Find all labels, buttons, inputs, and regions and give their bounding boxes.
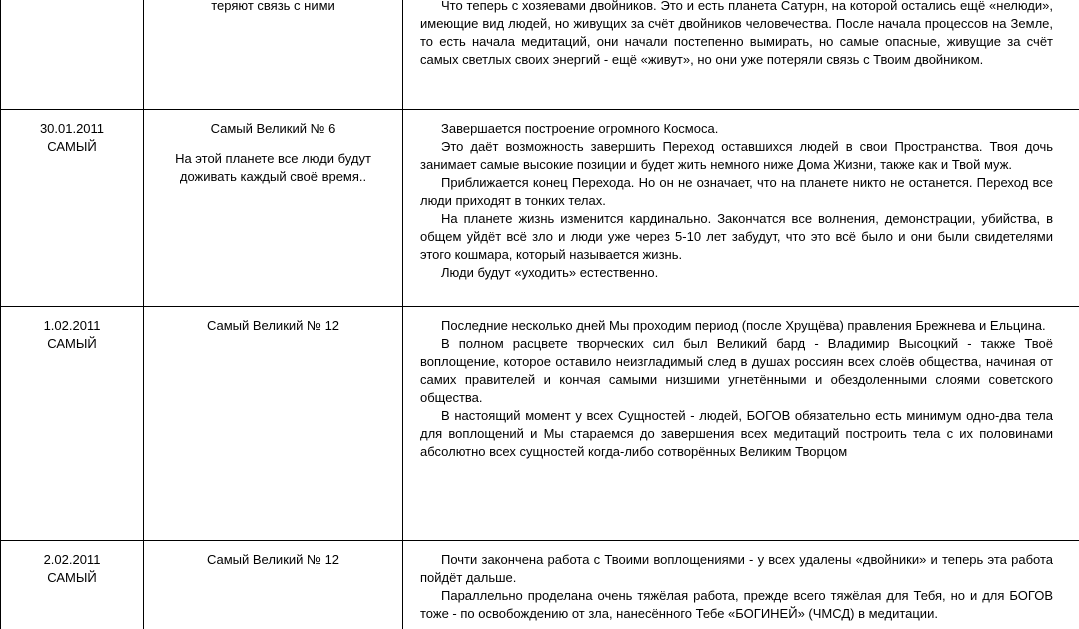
- message-paragraph: В полном расцвете творческих сил был Великий бард - Владимир Высоцкий - также Твоё воплощение, которое оставило неизгладимый след в душах россиян всех слоёв общества, начиная от самих правителей и кончая самыми низшими угнетёнными и обездоленными слоями советского общества.: [420, 336, 1053, 405]
- date-cell: [1, 541, 144, 629]
- message-paragraph: На планете жизнь изменится кардинально. Закончатся все волнения, демонстрации, убийства, в общем уйдёт всё зло и люди уже через 5-10 лет забудут, что это всё было и они были свидетелями этого кошмара, который называется жизнь.: [420, 211, 1053, 262]
- message-paragraph: В настоящий момент у всех Сущностей - людей, БОГОВ обязательно есть минимум одно-два тела для воплощений и Мы стараемся до завершения всех медитаций построить тела с их половинами абсолютно всех сущностей когда-либо сотворённых Великим Творцом: [420, 408, 1053, 459]
- message-paragraph: Приближается конец Перехода. Но он не означает, что на планете никто не останется. Переход все люди приходят в тонких телах.: [420, 175, 1053, 208]
- message-paragraph: Это даёт возможность завершить Переход оставшихся людей в свои Пространства. Твоя дочь занимает самые высокие позиции и будет жить немного ниже Дома Жизни, также как и Твой муж.: [420, 139, 1053, 172]
- source-note: теряют связь с ними: [211, 0, 335, 13]
- message-paragraph: Почти закончена работа с Твоими воплощениями - у всех удалены «двойники» и теперь эта работа пойдёт дальше.: [420, 552, 1053, 585]
- table-row: [1, 541, 1079, 629]
- message-paragraph: Параллельно проделана очень тяжёлая работа, прежде всего тяжёлая для Тебя, но и для БОГОВ тоже - по освобождению от зла, нанесённого Тебе «БОГИНЕЙ» (ЧМСД) в медитации.: [420, 588, 1053, 621]
- entry-author: САМЫЙ: [47, 570, 97, 585]
- entry-date: 30.01.2011: [39, 121, 105, 136]
- message-cell: [403, 541, 1079, 629]
- message-cell: [403, 110, 1079, 307]
- message-paragraph: Люди будут «уходить» естественно.: [441, 265, 659, 280]
- source-cell: [144, 541, 403, 629]
- date-cell: [1, 0, 144, 110]
- source-note: На этой планете все люди будут доживать каждый своё время..: [175, 151, 371, 184]
- message-paragraph: Что теперь с хозяевами двойников. Это и есть планета Сатурн, на которой остались ещё «нелюди», имеющие вид людей, но живущих за счёт двойников человечества. После начала процессов на Земле, то есть начала медитаций, они начали постепенно вымирать, но самые опасные, живущие за счёт самых светлых своих энергий - ещё «живут», но они уже потеряли связь с Твоим двойником.: [420, 0, 1053, 67]
- entry-author: САМЫЙ: [47, 336, 97, 351]
- source-title: Самый Великий № 12: [206, 318, 340, 333]
- entry-author: САМЫЙ: [47, 139, 97, 154]
- source-title: Самый Великий № 12: [206, 552, 340, 567]
- table-row: [1, 307, 1079, 541]
- entry-date: 2.02.2011: [43, 552, 101, 567]
- message-cell: [403, 307, 1079, 541]
- message-cell: [403, 0, 1079, 110]
- source-title: Самый Великий № 6: [210, 121, 336, 136]
- entry-date: 1.02.2011: [43, 318, 101, 333]
- date-cell: [1, 307, 144, 541]
- table-row: [1, 110, 1079, 307]
- message-paragraph: Завершается построение огромного Космоса.: [441, 121, 719, 136]
- message-paragraph: Последние несколько дней Мы проходим период (после Хрущёва) правления Брежнева и Ельцина.: [441, 318, 1046, 333]
- table-row: [1, 0, 1079, 110]
- source-cell: [144, 110, 403, 307]
- source-cell: [144, 0, 403, 110]
- date-cell: [1, 110, 144, 307]
- source-cell: [144, 307, 403, 541]
